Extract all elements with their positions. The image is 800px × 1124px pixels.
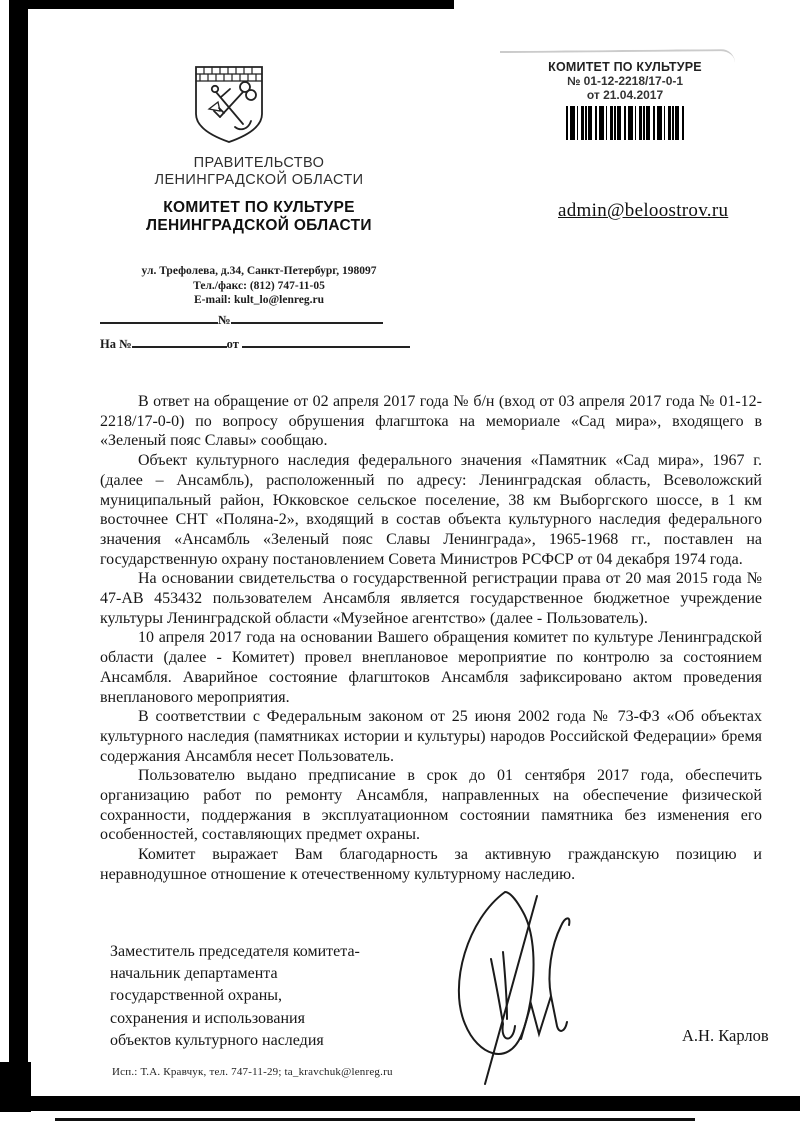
contact-address: ул. Трефолева, д.34, Санкт-Петербург, 198097 (141, 265, 377, 277)
barcode-icon (566, 106, 684, 140)
paragraph: В ответ на обращение от 02 апреля 2017 года № б/н (вход от 03 апреля 2017 года № 01-12-2218/17-0-0) по вопросу обрушения флагштока на мемориале «Сад мира», входящего в «Зеленый пояс Славы» сообщаю. (100, 393, 762, 450)
contact-block (98, 264, 420, 308)
signer-position-line: государственной охраны, (110, 987, 283, 1005)
recipient-email: admin@beloostrov.ru (558, 200, 729, 221)
paragraph: Пользователю выдано предписание в срок до 01 сентября 2017 года, обеспечить организацию работ по ремонту Ансамбля, направленных на обеспечение физической сохранности, поддержания в эксплуатационном состоянии памятника без изменения его особенностей, составляющих предмет охраны. (100, 767, 762, 844)
scan-border-left (9, 0, 28, 1112)
signer-position (110, 941, 360, 1052)
scan-border-top (9, 0, 454, 9)
outgoing-number-label: № (218, 313, 231, 327)
executor-note: Исп.: Т.А. Кравчук, тел. 747-11-29; ta_kravchuk@lenreg.ru (112, 1066, 393, 1078)
incoming-number-blank (132, 335, 227, 348)
contact-email: E-mail: kult_lo@lenreg.ru (194, 294, 324, 306)
committee-name (98, 199, 420, 235)
signature-autograph-icon (433, 884, 588, 1089)
registration-stamp (545, 60, 705, 140)
stamp-org-line: КОМИТЕТ ПО КУЛЬТУРЕ (548, 60, 702, 74)
paragraph: 10 апреля 2017 года на основании Вашего обращения комитет по культуре Ленинградской области (далее - Комитет) провел внеплановое мероприятие по контролю за состоянием Ансамбля. Аварийное состояние флагштоков Ансамбля зафиксировано актом проведения внепланового мероприятия. (100, 629, 762, 706)
paragraph: На основании свидетельства о государственной регистрации права от 20 мая 2015 года № 47-АВ 453432 пользователем Ансамбля является государственное бюджетное учреждение культуры Ленинградской области «Музейное агентство» (далее - Пользователь). (100, 570, 762, 627)
government-name-line2: ЛЕНИНГРАДСКОЙ ОБЛАСТИ (154, 172, 364, 188)
paragraph: Комитет выражает Вам благодарность за активную гражданскую позицию и неравнодушное отношение к отечественному культурному наследию. (100, 846, 762, 883)
government-name-line1: ПРАВИТЕЛЬСТВО (193, 155, 325, 171)
letter-body (100, 392, 762, 885)
incoming-from-label: от (226, 337, 239, 351)
incoming-reference-line (100, 335, 410, 352)
paragraph: В соответствии с Федеральным законом от 25 июня 2002 года № 73-ФЗ «Об объектах культурного наследия (памятниках истории и культуры) народов Российской Федерации» бремя содержания Ансамбля несет Пользователь. (100, 708, 762, 765)
scan-border-bottom (0, 1096, 800, 1111)
outgoing-number-blank (231, 311, 383, 324)
government-name (98, 155, 420, 189)
signer-name: А.Н. Карлов (682, 1026, 769, 1045)
committee-name-line1: КОМИТЕТ ПО КУЛЬТУРЕ (163, 199, 355, 216)
signer-position-line: начальник департамента (110, 965, 278, 983)
outgoing-date-blank (100, 311, 218, 324)
scan-border-bottom-thin (55, 1118, 695, 1121)
committee-name-line2: ЛЕНИНГРАДСКОЙ ОБЛАСТИ (146, 217, 372, 234)
incoming-date-blank (242, 335, 410, 348)
incoming-prefix: На № (100, 337, 132, 351)
stamp-date-line: от 21.04.2017 (586, 88, 664, 102)
contact-phone: Тел./факс: (812) 747-11-05 (193, 279, 325, 292)
signer-position-line: сохранения и использования (110, 1009, 305, 1027)
coat-of-arms-icon (193, 64, 265, 146)
signer-position-line: объектов культурного наследия (110, 1031, 324, 1049)
outgoing-reference-line (100, 311, 383, 328)
signer-position-line: Заместитель председателя комитета- (110, 943, 360, 960)
paragraph: Объект культурного наследия федерального значения «Памятник «Сад мира», 1967 г. (далее – Ансамбль), расположенный по адресу: Ленинградская область, Всеволожский муниципальный район, Юкковское сельское поселение, 38 км Выборгского шоссе, в 1 км восточнее СНТ «Поляна-2», входящий в состав объекта культурного наследия федерального значения «Ансамбль «Зеленый пояс Славы Ленинграда», 1965-1968 гг., поставлен на государственную охрану постановлением Совета Министров РСФСР от 04 декабря 1974 года. (100, 452, 762, 568)
stamp-number-line: № 01-12-2218/17-0-1 (566, 74, 684, 88)
